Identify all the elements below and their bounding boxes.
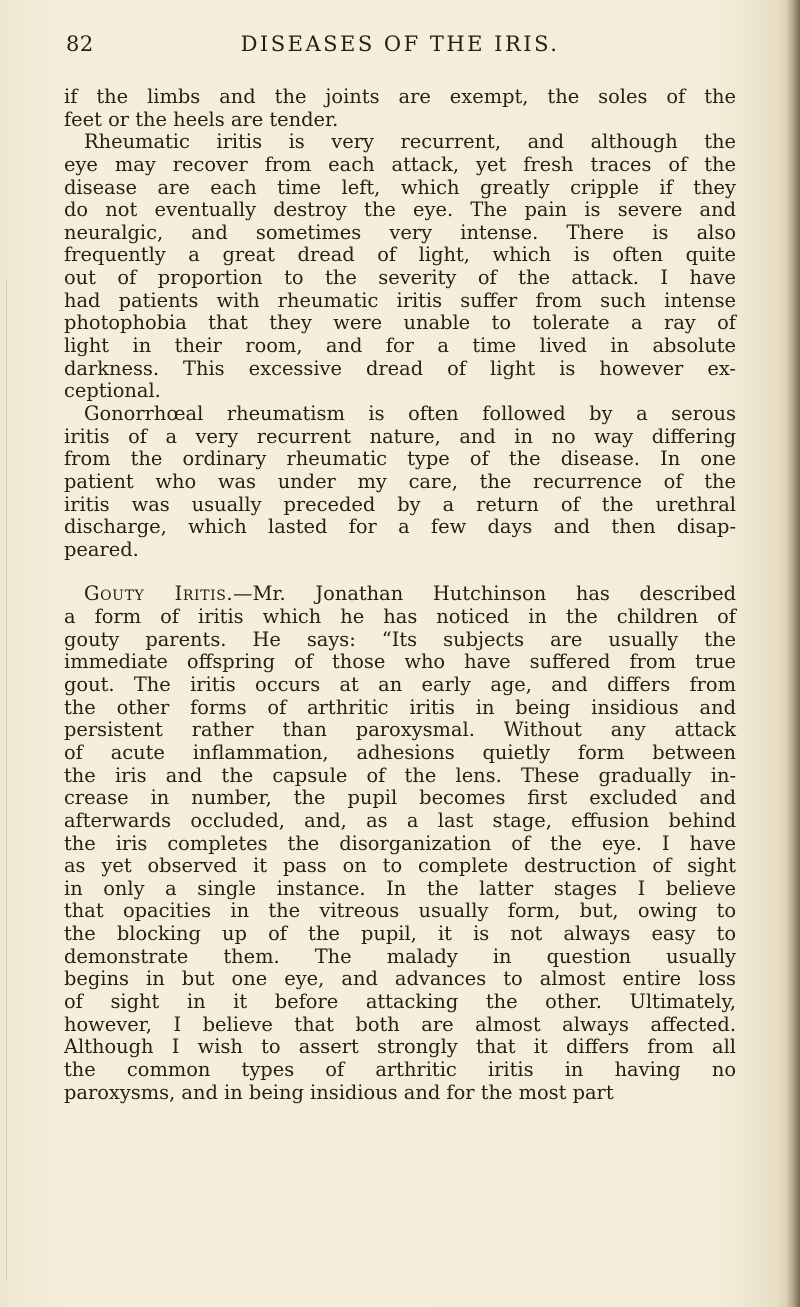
text-line: afterwards occluded, and, as a last stage, effusion behind: [64, 808, 736, 832]
text-line: of sight in it before attacking the other. Ultimately,: [64, 989, 736, 1013]
text-line: patient who was under my care, the recurrence of the: [64, 469, 736, 493]
text-line: demonstrate them. The malady in question usually: [64, 944, 736, 968]
page-header: [64, 26, 736, 66]
text-line: frequently a great dread of light, which is often quite: [64, 243, 736, 267]
text-line: peared.: [64, 537, 139, 561]
paragraph: [64, 86, 736, 131]
section-heading: Gouty Iritis.: [84, 582, 234, 606]
text-line: as yet observed it pass on to complete destruction of sight: [64, 854, 736, 878]
text-line: gouty parents. He says: “Its subjects are usually the: [64, 627, 736, 651]
text-line: from the ordinary rheumatic type of the disease. In one: [64, 447, 736, 471]
page-edge-shadow-left: [6, 280, 7, 1280]
text-line: paroxysms, and in being insidious and for the most part: [64, 1080, 614, 1104]
text-line: eye may recover from each attack, yet fresh traces of the: [64, 152, 736, 176]
text-line: if the limbs and the joints are exempt, the soles of the: [64, 85, 736, 108]
text-line: gout. The iritis occurs at an early age, and differs from: [64, 673, 736, 697]
text-line: Although I wish to assert strongly that it differs from all: [64, 1035, 736, 1059]
paragraph: [64, 403, 736, 561]
text-line: photophobia that they were unable to tolerate a ray of: [64, 311, 736, 335]
paragraph: [64, 131, 736, 403]
text-line: the other forms of arthritic iritis in being insidious and: [64, 695, 736, 719]
paragraph: [64, 583, 736, 1104]
text-line: [64, 583, 736, 606]
text-line: iritis of a very recurrent nature, and in no way differing: [64, 424, 736, 448]
text-line: the iris completes the disorganization of the eye. I have: [64, 831, 736, 855]
text-line: the blocking up of the pupil, it is not always easy to: [64, 922, 736, 946]
text-line: had patients with rheumatic iritis suffer from such intense: [64, 288, 736, 312]
text-line: out of proportion to the severity of the attack. I have: [64, 266, 736, 290]
page-number: 82: [66, 32, 94, 56]
text-line: neuralgic, and sometimes very intense. There is also: [64, 220, 736, 244]
text-line: immediate offspring of those who have suffered from true: [64, 650, 736, 674]
page-edge-shadow-right: [786, 0, 800, 1307]
text-line: however, I believe that both are almost always affected.: [64, 1012, 736, 1036]
text-line: feet or the heels are tender.: [64, 107, 339, 131]
text-line: Gonorrhœal rheumatism is often followed by a serous: [84, 401, 736, 425]
running-head: DISEASES OF THE IRIS.: [240, 32, 560, 56]
text-line: that opacities in the vitreous usually form, but, owing to: [64, 899, 736, 923]
text-line: light in their room, and for a time lived in absolute: [64, 334, 736, 358]
body-text: [64, 86, 736, 1104]
text-line: the common types of arthritic iritis in having no: [64, 1057, 736, 1081]
text-line: of acute inflammation, adhesions quietly form between: [64, 740, 736, 764]
text-line: ceptional.: [64, 379, 161, 403]
text-line: discharge, which lasted for a few days and then disap-: [64, 515, 736, 539]
text-line: darkness. This excessive dread of light is however ex-: [64, 356, 736, 380]
text-line: in only a single instance. In the latter stages I believe: [64, 876, 736, 900]
text-line: disease are each time left, which greatly cripple if they: [64, 175, 736, 199]
text-line: begins in but one eye, and advances to almost entire loss: [64, 967, 736, 991]
text-line: persistent rather than paroxysmal. Without any attack: [64, 718, 736, 742]
text-line: a form of iritis which he has noticed in the children of: [64, 605, 736, 629]
text-line: the iris and the capsule of the lens. These gradually in-: [64, 763, 736, 787]
text-line: iritis was usually preceded by a return of the urethral: [64, 492, 736, 516]
text-line: crease in number, the pupil becomes first excluded and: [64, 786, 736, 810]
paragraph-gap: [64, 561, 736, 583]
text-run: —Mr. Jonathan Hutchinson has described: [233, 582, 736, 606]
text-line: do not eventually destroy the eye. The pain is severe and: [64, 198, 736, 222]
text-line: Rheumatic iritis is very recurrent, and although the: [84, 130, 736, 154]
